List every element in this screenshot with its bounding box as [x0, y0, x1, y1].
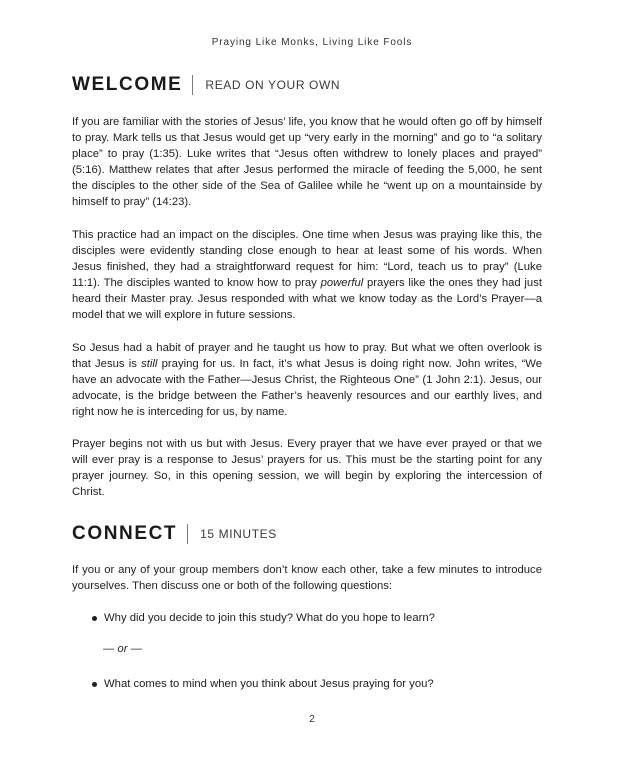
welcome-paragraph-1: If you are familiar with the stories of Jesus’ life, you know that he would often go off by himself to pray. Mark tells us that Jesus would get up “very early in the morning” and go to “a solitary place” to pray (1:35). Luke writes that “Jesus often withdrew to lonely places and prayed” (5:16). Matthew relates that after Jesus performed the miracle of feeding the 5,000, he sent the disciples to the other side of the Sea of Galilee while he “went up on a mountainside by himself to pray” (14:23).	[72, 116, 542, 208]
question-item	[90, 610, 550, 626]
welcome-paragraph-3	[72, 340, 542, 420]
emphasis-text: still	[141, 358, 158, 370]
welcome-paragraph-2	[72, 227, 542, 323]
page-number: 2	[309, 713, 315, 725]
heading-divider	[192, 75, 193, 95]
welcome-subtitle: READ ON YOUR OWN	[205, 78, 341, 92]
paragraph-text: So Jesus had a habit of prayer and he taught us how to pray. But what we often overlook is that Jesus is	[72, 342, 542, 370]
emphasis-text: powerful	[320, 277, 364, 289]
question-text: Why did you decide to join this study? What do you hope to learn?	[104, 612, 435, 624]
paragraph-text: prayers like the ones they had just heard their Master pray. Jesus responded with what we know today as the Lord’s Prayer—a model that we will explore in future sessions.	[72, 277, 542, 321]
connect-title: CONNECT	[72, 523, 178, 544]
question-item	[90, 676, 550, 692]
connect-intro: If you or any of your group members don’t know each other, take a few minutes to introduce yourselves. Then discuss one or both of the following questions:	[72, 564, 542, 592]
welcome-paragraph-4: Prayer begins not with us but with Jesus. Every prayer that we have ever prayed or that we will ever pray is a response to Jesus’ prayers for us. This must be the starting point for any prayer journey. So, in this opening session, we will begin by exploring the intercession of Christ.	[72, 438, 542, 498]
paragraph-text: This practice had an impact on the disciples. One time when Jesus was praying like this, the disciples were evidently standing close enough to hear at least some of his words. When Jesus finished, they had a straightforward request for him: “Lord, teach us to pray” (Luke 11:1). The disciples wanted to know how to pray	[72, 229, 542, 289]
bullet-icon	[92, 682, 97, 687]
connect-subtitle: 15 MINUTES	[200, 527, 277, 541]
connect-heading	[72, 523, 277, 545]
paragraph-text: praying for us. In fact, it’s what Jesus is doing right now. John writes, “We have an advocate with the Father—Jesus Christ, the Righteous One” (1 John 2:1). Jesus, our advocate, is the bridge between the Father’s heavenly resources and our earthly lives, and right now he is interceding for us, by name.	[72, 358, 542, 418]
welcome-heading	[72, 74, 340, 96]
question-text: What comes to mind when you think about Jesus praying for you?	[104, 678, 434, 690]
or-separator: — or —	[103, 643, 142, 655]
welcome-title: WELCOME	[72, 74, 183, 95]
bullet-icon	[92, 616, 97, 621]
running-head: Praying Like Monks, Living Like Fools	[211, 37, 413, 48]
heading-divider	[187, 524, 188, 544]
